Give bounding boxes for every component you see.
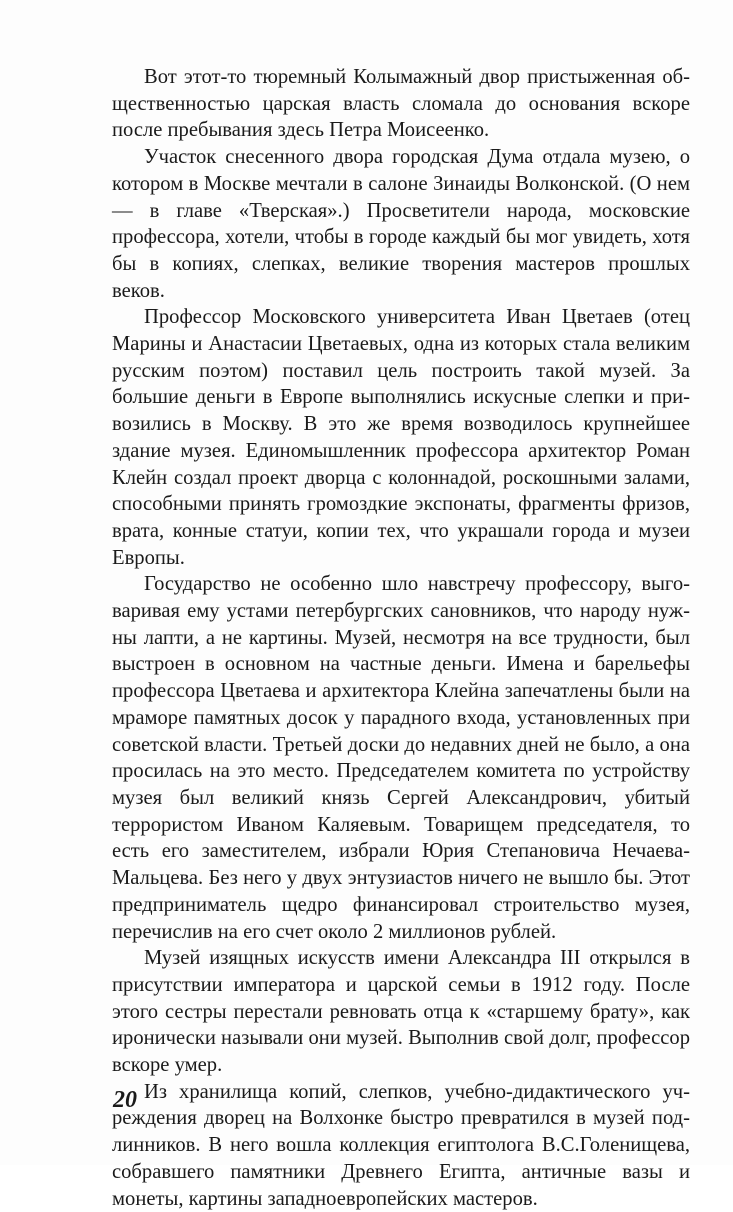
paragraph-5: Музей изящных искусств имени Александра III открылся в присутствии императора и царской семьи в 1912 году. После этого сестры перестали ревновать отца к «старшему брату», как иронически называли они музей. Выполнив свой долг, профессор вскоре умер. <box>112 947 690 1077</box>
body-text <box>112 64 690 1212</box>
paragraph-4: Государство не особенно шло навстречу профессору, выговаривая ему устами петербургских сановников, что народу нужны лапти, а не картины. Музей, несмотря на все трудности, был выстроен в основном на частные деньги. Имена и барельефы профессора Цветаева и архитектора Клейна запечатлены были на мраморе памятных досок у парадного входа, установленных при советской власти. Третьей доски до недавних дней не было, а она просилась на это место. Председателем комитета по устройству музея был великий князь Сергей Александрович, убитый террористом Иваном Каляевым. Товарищем председателя, то есть его заместителем, избрали Юрия Степановича Нечаева-Мальцева. Без него у двух энтузиастов ничего не вышло бы. Этот предприниматель щедро финансировал строительство музея, перечислив на его счет около 2 миллионов рублей. <box>112 573 690 943</box>
paragraph-3: Профессор Московского университета Иван Цветаев (отец Марины и Анастасии Цветаевых, одна из которых стала великим русским поэтом) поставил цель построить такой музей. За большие деньги в Европе выполнялись искусные слепки и привозились в Москву. В это же время возводилось крупнейшее здание музея. Единомышленник профессора архитектор Роман Клейн создал проект дворца с колоннадой, роскошными залами, способными принять громоздкие экспонаты, фрагменты фризов, врата, конные статуи, копии тех, что украшали города и музеи Европы. <box>112 306 690 569</box>
page-number: 20 <box>113 1087 137 1113</box>
paragraph-1: Вот этот-то тюремный Колымажный двор пристыженная общественностью царская власть сломала до основания вскоре после пребывания здесь Петра Моисеенко. <box>112 66 690 142</box>
paragraph-6: Из хранилища копий, слепков, учебно-дидактического учреждения дворец на Волхонке быстро превратился в музей подлинников. В него вошла коллекция египтолога В.С.Голенищева, собравшего памятники Древнего Египта, античные вазы и монеты, картины западноевропейских мастеров. <box>112 1080 690 1210</box>
paragraph-2: Участок снесенного двора городская Дума отдала музею, о котором в Москве мечтали в салоне Зинаиды Волконской. (О нем — в главе «Тверская».) Просветители народа, московские профессора, хотели, чтобы в городе каждый бы мог увидеть, хотя бы в копиях, слепках, великие творения мастеров прошлых веков. <box>112 146 690 302</box>
